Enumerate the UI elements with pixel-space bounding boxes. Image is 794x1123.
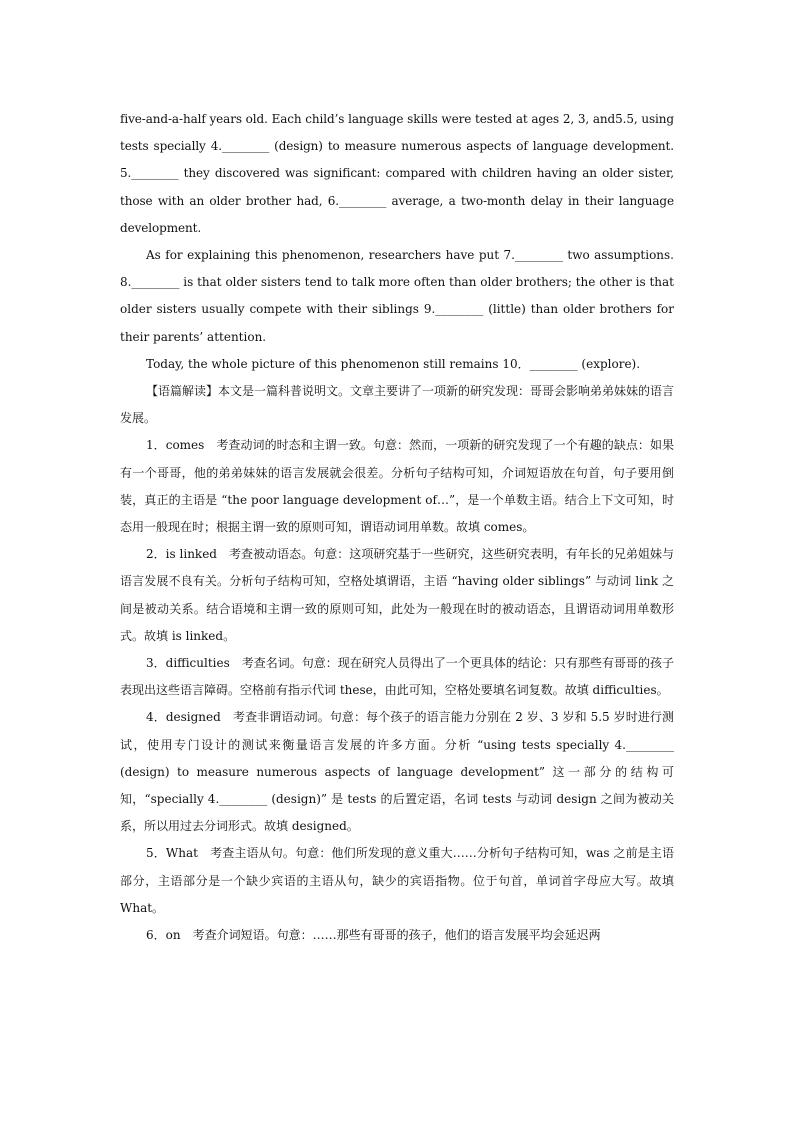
passage-paragraph-2: As for explaining this phenomenon, researchers have put 7.________ two assumptions. 8.________ is that older sisters tend to talk more often than older brothers; the other is that older sisters usually compete with their siblings 9.________ (little) than older brothers for their parents’ attention. bbox=[120, 248, 674, 344]
answer-item-2: 2．is linked 考查被动语态。句意：这项研究基于一些研究，这些研究表明，有年长的兄弟姐妹与语言发展不良有关。分析句子结构可知，空格处填谓语，主语 “having older siblings” 与动词 link 之间是被动关系。结合语境和主谓一致的原则可知，此处为一般现在时的被动语态，且谓语动词用单数形式。故填 is linked。 bbox=[120, 547, 674, 643]
answer-item-3: 3．difficulties 考查名词。句意：现在研究人员得出了一个更具体的结论：只有那些有哥哥的孩子表现出这些语言障碍。空格前有指示代词 these，由此可知，空格处要填名词复数。故填 difficulties。 bbox=[120, 656, 674, 698]
document-page bbox=[120, 106, 674, 949]
passage-paragraph-1: five-and-a-half years old. Each child’s language skills were tested at ages 2, 3, and5.5, using tests specially 4.________ (design) to measure numerous aspects of language development. 5.________ they discovered was significant: compared with children having an older sister, those with an older brother had, 6.________ average, a two-month delay in their language development. bbox=[120, 112, 674, 235]
answer-item-5: 5．What 考查主语从句。句意：他们所发现的意义重大……分析句子结构可知，was 之前是主语部分，主语部分是一个缺少宾语的主语从句，缺少的宾语指物。位于句首，单词首字母应大写。故填 What。 bbox=[120, 846, 674, 915]
passage-paragraph-3: Today, the whole picture of this phenomenon still remains 10．________ (explore). bbox=[146, 356, 641, 371]
answer-item-6: 6．on 考查介词短语。句意：……那些有哥哥的孩子，他们的语言发展平均会延迟两 bbox=[146, 928, 601, 943]
analysis-intro: 【语篇解读】本文是一篇科普说明文。文章主要讲了一项新的研究发现：哥哥会影响弟弟妹妹的语言发展。 bbox=[120, 384, 675, 426]
answer-item-1: 1．comes 考查动词的时态和主谓一致。句意：然而，一项新的研究发现了一个有趣的缺点：如果有一个哥哥，他的弟弟妹妹的语言发展就会很差。分析句子结构可知，介词短语放在句首，句子要用倒装，真正的主语是 “the poor language development of…”，是一个单数主语。结合上下文可知，时态用一般现在时；根据主谓一致的原则可知，谓语动词用单数。故填 comes。 bbox=[120, 438, 674, 535]
answer-item-4: 4．designed 考查非谓语动词。句意：每个孩子的语言能力分别在 2 岁、3 岁和 5.5 岁时进行测试，使用专门设计的测试来衡量语言发展的许多方面。分析 “using tests specially 4.________ (design) to measure numerous aspects of language development” 这一部分的结构可知，“specially 4.________ (design)” 是 tests 的后置定语，名词 tests 与动词 design 之间为被动关系，所以用过去分词形式。故填 designed。 bbox=[120, 710, 674, 834]
